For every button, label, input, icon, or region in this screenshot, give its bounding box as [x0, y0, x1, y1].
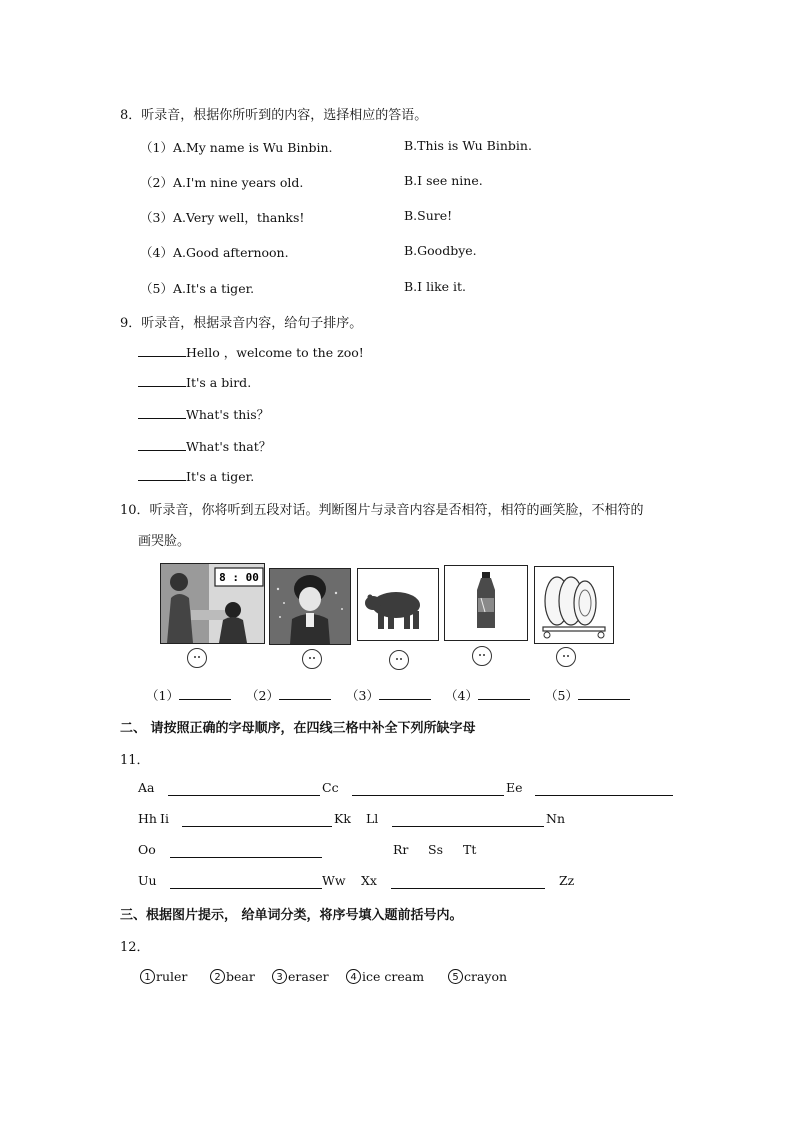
letter-Nn: Nn: [546, 811, 565, 826]
q8-num: （3）: [140, 210, 173, 225]
q8-num: （4）: [140, 245, 173, 260]
q9-sentence: [138, 343, 364, 361]
answer-blank[interactable]: [138, 468, 186, 481]
q8-option-b: B.This is Wu Binbin.: [404, 138, 532, 153]
q9-sentence: [138, 374, 251, 390]
answer-blank[interactable]: [578, 687, 630, 700]
q8-option-b: B.Goodbye.: [404, 243, 477, 258]
face-icon: [472, 646, 492, 666]
q8-item-1: [140, 138, 333, 156]
q10-answer-label: （2）: [246, 688, 279, 703]
q10-answer-label: （3）: [346, 688, 379, 703]
answer-blank[interactable]: [379, 687, 431, 700]
answer-blank[interactable]: [138, 406, 186, 419]
q10-answer-label: （4）: [445, 688, 478, 703]
letter-Zz: Zz: [559, 873, 575, 888]
circled-number: 5: [448, 969, 463, 984]
word-option: [210, 969, 255, 984]
circled-number: 4: [346, 969, 361, 984]
answer-blank[interactable]: [138, 374, 186, 387]
q9-sentence: [138, 437, 271, 455]
q8-num: （5）: [140, 281, 173, 296]
q10-title: 10．听录音，你将听到五段对话。判断图片与录音内容是否相符，相符的画笑脸，不相符的: [120, 503, 644, 518]
q8-item-3: [140, 208, 304, 226]
picture-boy: [269, 568, 351, 645]
picture-people-clock: [160, 563, 265, 644]
q9-sentence: [138, 405, 269, 423]
letter-Aa: Aa: [138, 780, 155, 795]
q9-sentence: [138, 468, 254, 484]
bottle-illustration: [445, 566, 527, 640]
q8-option-a: A.It's a tiger.: [172, 281, 255, 296]
letter-Ee: Ee: [506, 780, 523, 795]
picture-bottle: [444, 565, 528, 641]
circled-number: 1: [140, 969, 155, 984]
q10-answer-2: [246, 686, 331, 704]
people-clock-illustration: [161, 564, 264, 643]
letter-Ww: Ww: [322, 873, 346, 888]
section-3-title: 三、根据图片提示， 给单词分类，将序号填入题前括号内。: [120, 908, 463, 923]
q9-title: 9．听录音，根据录音内容，给句子排序。: [120, 316, 363, 331]
q9-sentence-text: Hello ，welcome to the zoo!: [186, 345, 364, 360]
letter-Kk: Kk: [334, 811, 351, 826]
q10-answer-3: [346, 686, 431, 704]
circled-number: 2: [210, 969, 225, 984]
writing-line[interactable]: [170, 888, 322, 889]
writing-line[interactable]: [392, 826, 544, 827]
face-icon: [187, 648, 207, 668]
face-icon: [556, 647, 576, 667]
letter-Ss: Ss: [428, 842, 443, 857]
answer-blank[interactable]: [138, 344, 186, 357]
q10-answer-4: [445, 686, 530, 704]
face-icon: [302, 649, 322, 669]
answer-blank[interactable]: [138, 438, 186, 451]
letter-Rr: Rr: [393, 842, 409, 857]
letter-Oo: Oo: [138, 842, 156, 857]
section-2-title: 二、 请按照正确的字母顺序，在四线三格中补全下列所缺字母: [120, 721, 476, 736]
writing-line[interactable]: [168, 795, 320, 796]
writing-line[interactable]: [352, 795, 504, 796]
q9-sentence-text: What's this？: [186, 407, 270, 422]
q8-item-5: [140, 279, 254, 297]
q8-num: （1）: [140, 140, 173, 155]
q8-option-b: B.I see nine.: [404, 173, 483, 188]
writing-line[interactable]: [170, 857, 322, 858]
q8-option-b: B.I like it.: [404, 279, 467, 294]
word-text: ruler: [156, 969, 188, 984]
q10-answer-label: （5）: [545, 688, 578, 703]
word-text: bear: [226, 969, 255, 984]
word-text: crayon: [464, 969, 508, 984]
q12-number: 12．: [120, 940, 150, 955]
picture-plates: [534, 566, 614, 644]
letter-Hh: Hh: [138, 811, 157, 826]
circled-number: 3: [272, 969, 287, 984]
q9-sentence-text: It's a tiger.: [186, 469, 255, 484]
q10-answer-5: [545, 686, 630, 704]
letter-Tt: Tt: [463, 842, 477, 857]
answer-blank[interactable]: [478, 687, 530, 700]
bear-illustration: [358, 569, 438, 640]
letter-Uu: Uu: [138, 873, 157, 888]
q8-option-a: A.Very well，thanks!: [172, 210, 305, 225]
q10-answer-1: [146, 686, 231, 704]
q10-answer-label: （1）: [146, 688, 179, 703]
word-option: [140, 969, 187, 984]
answer-blank[interactable]: [179, 687, 231, 700]
q8-item-4: [140, 243, 289, 261]
word-option: [272, 969, 329, 984]
plates-illustration: [535, 567, 613, 643]
word-option: [448, 969, 507, 984]
picture-bear: [357, 568, 439, 641]
face-icon: [389, 650, 409, 670]
letter-Ii: Ii: [160, 811, 169, 826]
q8-option-b: B.Sure!: [404, 208, 453, 223]
q9-sentence-text: It's a bird.: [186, 375, 252, 390]
q8-option-a: A.I'm nine years old.: [172, 175, 304, 190]
answer-blank[interactable]: [279, 687, 331, 700]
writing-line[interactable]: [182, 826, 332, 827]
q8-title: 8．听录音，根据你所听到的内容，选择相应的答语。: [120, 108, 428, 123]
letter-Xx: Xx: [361, 873, 377, 888]
letter-Ll: Ll: [366, 811, 379, 826]
clock-text: 8 : 00: [219, 571, 259, 584]
q8-num: （2）: [140, 175, 173, 190]
word-option: [346, 969, 424, 984]
q8-option-a: A.My name is Wu Binbin.: [172, 140, 333, 155]
q8-option-a: A.Good afternoon.: [172, 245, 289, 260]
letter-Cc: Cc: [322, 780, 339, 795]
boy-illustration: [270, 569, 350, 644]
writing-line[interactable]: [391, 888, 545, 889]
writing-line[interactable]: [535, 795, 673, 796]
word-text: eraser: [288, 969, 329, 984]
q11-number: 11．: [120, 753, 150, 768]
q8-item-2: [140, 173, 303, 191]
word-text: ice cream: [362, 969, 425, 984]
q10-title-cont: 画哭脸。: [138, 534, 191, 549]
q9-sentence-text: What's that？: [186, 439, 272, 454]
